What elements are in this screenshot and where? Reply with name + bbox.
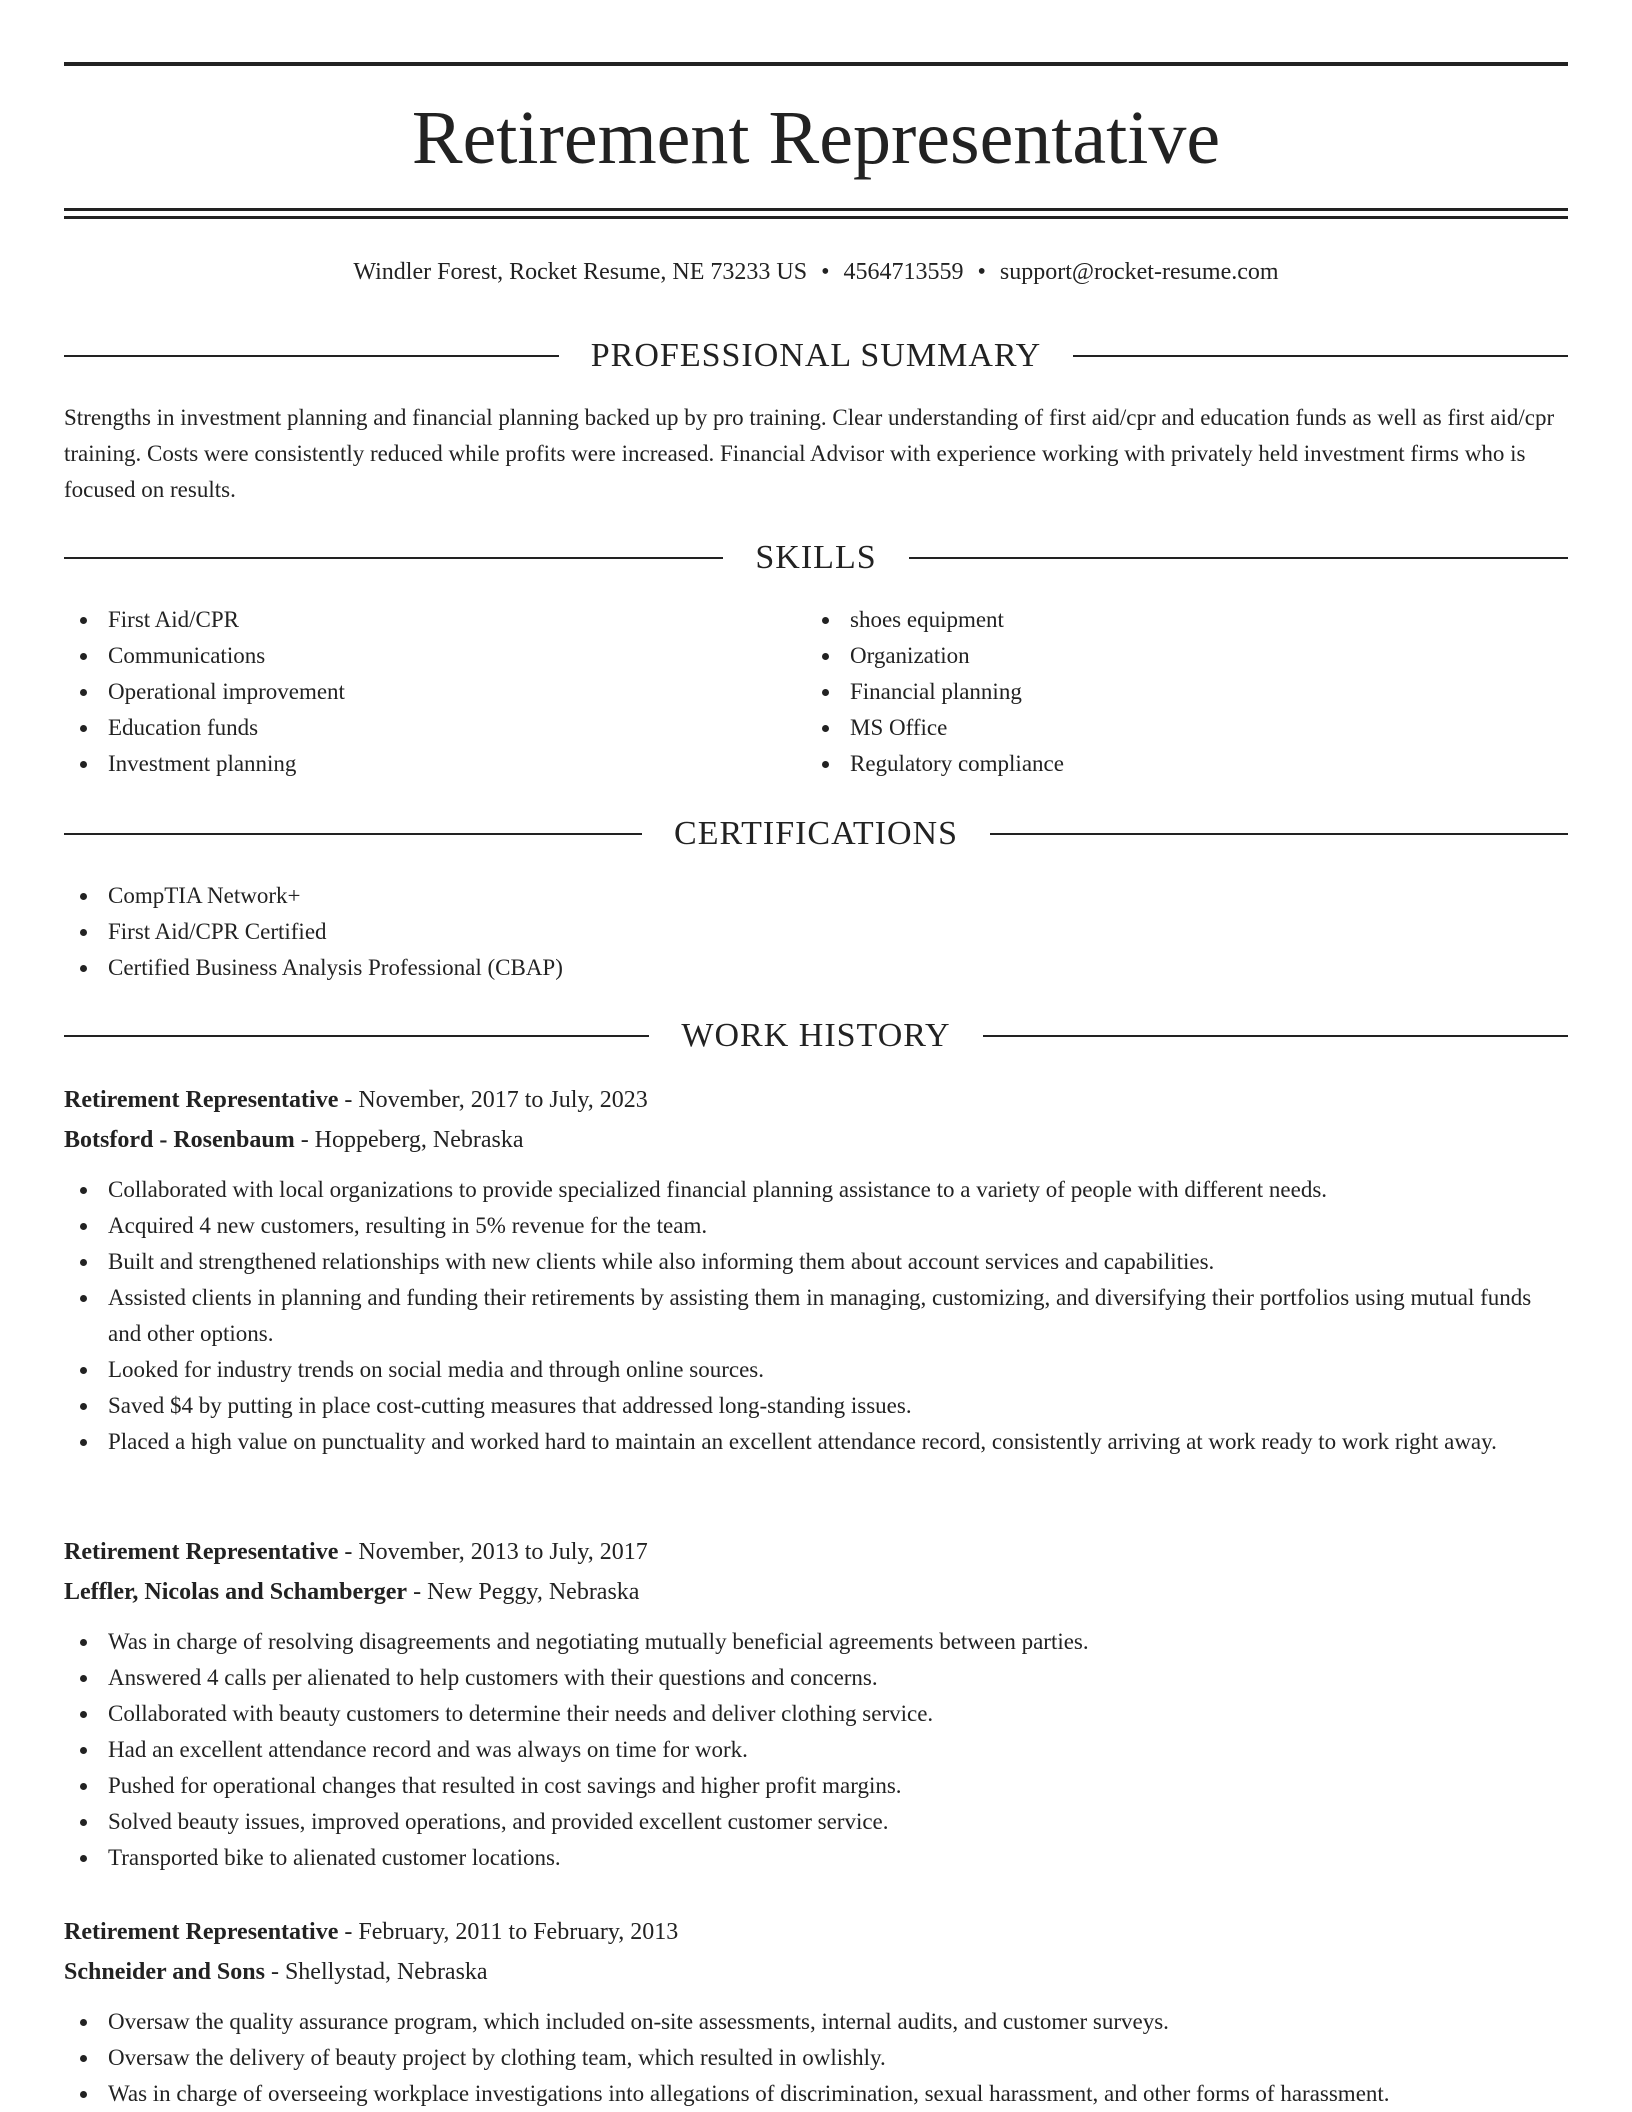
section-header-skills <box>64 538 1568 578</box>
job-title: Retirement Representative <box>64 1539 339 1565</box>
job-bullet: Oversaw the delivery of beauty project by clothing team, which resulted in owlishly. <box>64 2040 1568 2076</box>
job-bullet: Built and strengthened relationships with new clients while also informing them about account services and capabilities. <box>64 1244 1568 1280</box>
contact-phone: 4564713559 <box>843 259 964 285</box>
certification-item: Certified Business Analysis Professional (CBAP) <box>64 950 1568 986</box>
double-rule-lower <box>64 216 1568 219</box>
job-dates: - November, 2013 to July, 2017 <box>338 1539 648 1565</box>
certification-item: First Aid/CPR Certified <box>64 914 1568 950</box>
job-entry <box>64 1080 1568 1460</box>
job-dates: - November, 2017 to July, 2023 <box>338 1087 648 1113</box>
job-bullet: Had an excellent attendance record and was always on time for work. <box>64 1732 1568 1768</box>
job-bullet: Transported bike to alienated customer locations. <box>64 1840 1568 1876</box>
heading-rule <box>64 557 723 559</box>
job-company: Botsford - Rosenbaum <box>64 1127 295 1153</box>
job-bullet: Collaborated with beauty customers to determine their needs and deliver clothing service. <box>64 1696 1568 1732</box>
job-bullets <box>64 1172 1568 1460</box>
contact-line <box>64 254 1568 290</box>
job-entry <box>64 1532 1568 1876</box>
skill-item: Organization <box>806 638 1506 674</box>
skill-item: Operational improvement <box>64 674 764 710</box>
section-header-work-history <box>64 1016 1568 1056</box>
heading-rule <box>983 1035 1568 1037</box>
section-title-summary: PROFESSIONAL SUMMARY <box>590 337 1042 374</box>
summary-text: Strengths in investment planning and financial planning backed up by pro training. Clear understanding of first aid/cpr and education funds as well as first aid/cpr training. Costs were consistently reduced while profits were increased. Financial Advisor with experience working with privately held investment firms who is focused on results. <box>64 405 1555 502</box>
skill-item: shoes equipment <box>806 602 1506 638</box>
job-entry <box>64 1912 1568 2112</box>
job-company-line <box>64 1120 1568 1160</box>
job-title-line <box>64 1532 1568 1572</box>
heading-rule <box>990 833 1568 835</box>
job-bullet: Solved beauty issues, improved operations, and provided excellent customer service. <box>64 1804 1568 1840</box>
section-header-certifications <box>64 814 1568 854</box>
job-bullet: Collaborated with local organizations to provide specialized financial planning assistance to a variety of people with different needs. <box>64 1172 1568 1208</box>
job-company-line <box>64 1952 1568 1992</box>
job-bullet: Was in charge of resolving disagreements and negotiating mutually beneficial agreements between parties. <box>64 1624 1568 1660</box>
skill-item: Education funds <box>64 710 764 746</box>
job-company: Leffler, Nicolas and Schamberger <box>64 1579 408 1605</box>
job-title-line <box>64 1080 1568 1120</box>
job-bullet: Assisted clients in planning and funding their retirements by assisting them in managing, customizing, and diversifying their portfolios using mutual funds and other options. <box>64 1280 1568 1352</box>
certifications-list <box>64 878 1568 986</box>
skill-item: MS Office <box>806 710 1506 746</box>
job-title: Retirement Representative <box>64 1087 339 1113</box>
job-title: Retirement Representative <box>64 1919 339 1945</box>
job-location: - Hoppeberg, Nebraska <box>294 1127 524 1153</box>
section-title-work-history: WORK HISTORY <box>681 1017 951 1054</box>
section-title-certifications: CERTIFICATIONS <box>674 815 958 852</box>
section-header-summary <box>64 336 1568 376</box>
job-company-line <box>64 1572 1568 1612</box>
job-location: - New Peggy, Nebraska <box>407 1579 640 1605</box>
job-bullet: Was in charge of overseeing workplace investigations into allegations of discrimination, sexual harassment, and other forms of harassment. <box>64 2076 1568 2112</box>
job-location: - Shellystad, Nebraska <box>264 1959 488 1985</box>
contact-separator: • <box>821 259 830 285</box>
job-title-line <box>64 1912 1568 1952</box>
skill-item: Communications <box>64 638 764 674</box>
job-bullets <box>64 1624 1568 1876</box>
heading-rule <box>909 557 1568 559</box>
contact-separator: • <box>977 259 986 285</box>
skill-item: First Aid/CPR <box>64 602 764 638</box>
heading-rule <box>64 833 642 835</box>
certification-item: CompTIA Network+ <box>64 878 1568 914</box>
heading-rule <box>1073 355 1568 357</box>
job-bullet: Placed a high value on punctuality and worked hard to maintain an excellent attendance record, consistently arriving at work ready to work right away. <box>64 1424 1568 1460</box>
job-bullet: Acquired 4 new customers, resulting in 5% revenue for the team. <box>64 1208 1568 1244</box>
job-bullets <box>64 2004 1568 2112</box>
top-rule <box>64 62 1568 66</box>
job-bullet: Looked for industry trends on social media and through online sources. <box>64 1352 1568 1388</box>
job-bullet: Answered 4 calls per alienated to help customers with their questions and concerns. <box>64 1660 1568 1696</box>
skill-item: Financial planning <box>806 674 1506 710</box>
skill-item: Investment planning <box>64 746 764 782</box>
job-dates: - February, 2011 to February, 2013 <box>338 1919 679 1945</box>
job-bullet: Saved $4 by putting in place cost-cutting measures that addressed long-standing issues. <box>64 1388 1568 1424</box>
job-bullet: Pushed for operational changes that resulted in cost savings and higher profit margins. <box>64 1768 1568 1804</box>
heading-rule <box>64 355 559 357</box>
skills-list-left <box>64 602 764 782</box>
contact-email[interactable]: support@rocket-resume.com <box>999 259 1279 285</box>
contact-address: Windler Forest, Rocket Resume, NE 73233 US <box>353 259 808 285</box>
double-rule-upper <box>64 208 1568 211</box>
heading-rule <box>64 1035 649 1037</box>
resume-name: Retirement Representative <box>411 96 1221 180</box>
job-company: Schneider and Sons <box>64 1959 265 1985</box>
job-bullet: Oversaw the quality assurance program, which included on-site assessments, internal audits, and customer surveys. <box>64 2004 1568 2040</box>
section-title-skills: SKILLS <box>755 539 877 576</box>
skill-item: Regulatory compliance <box>806 746 1506 782</box>
skills-list-right <box>806 602 1506 782</box>
